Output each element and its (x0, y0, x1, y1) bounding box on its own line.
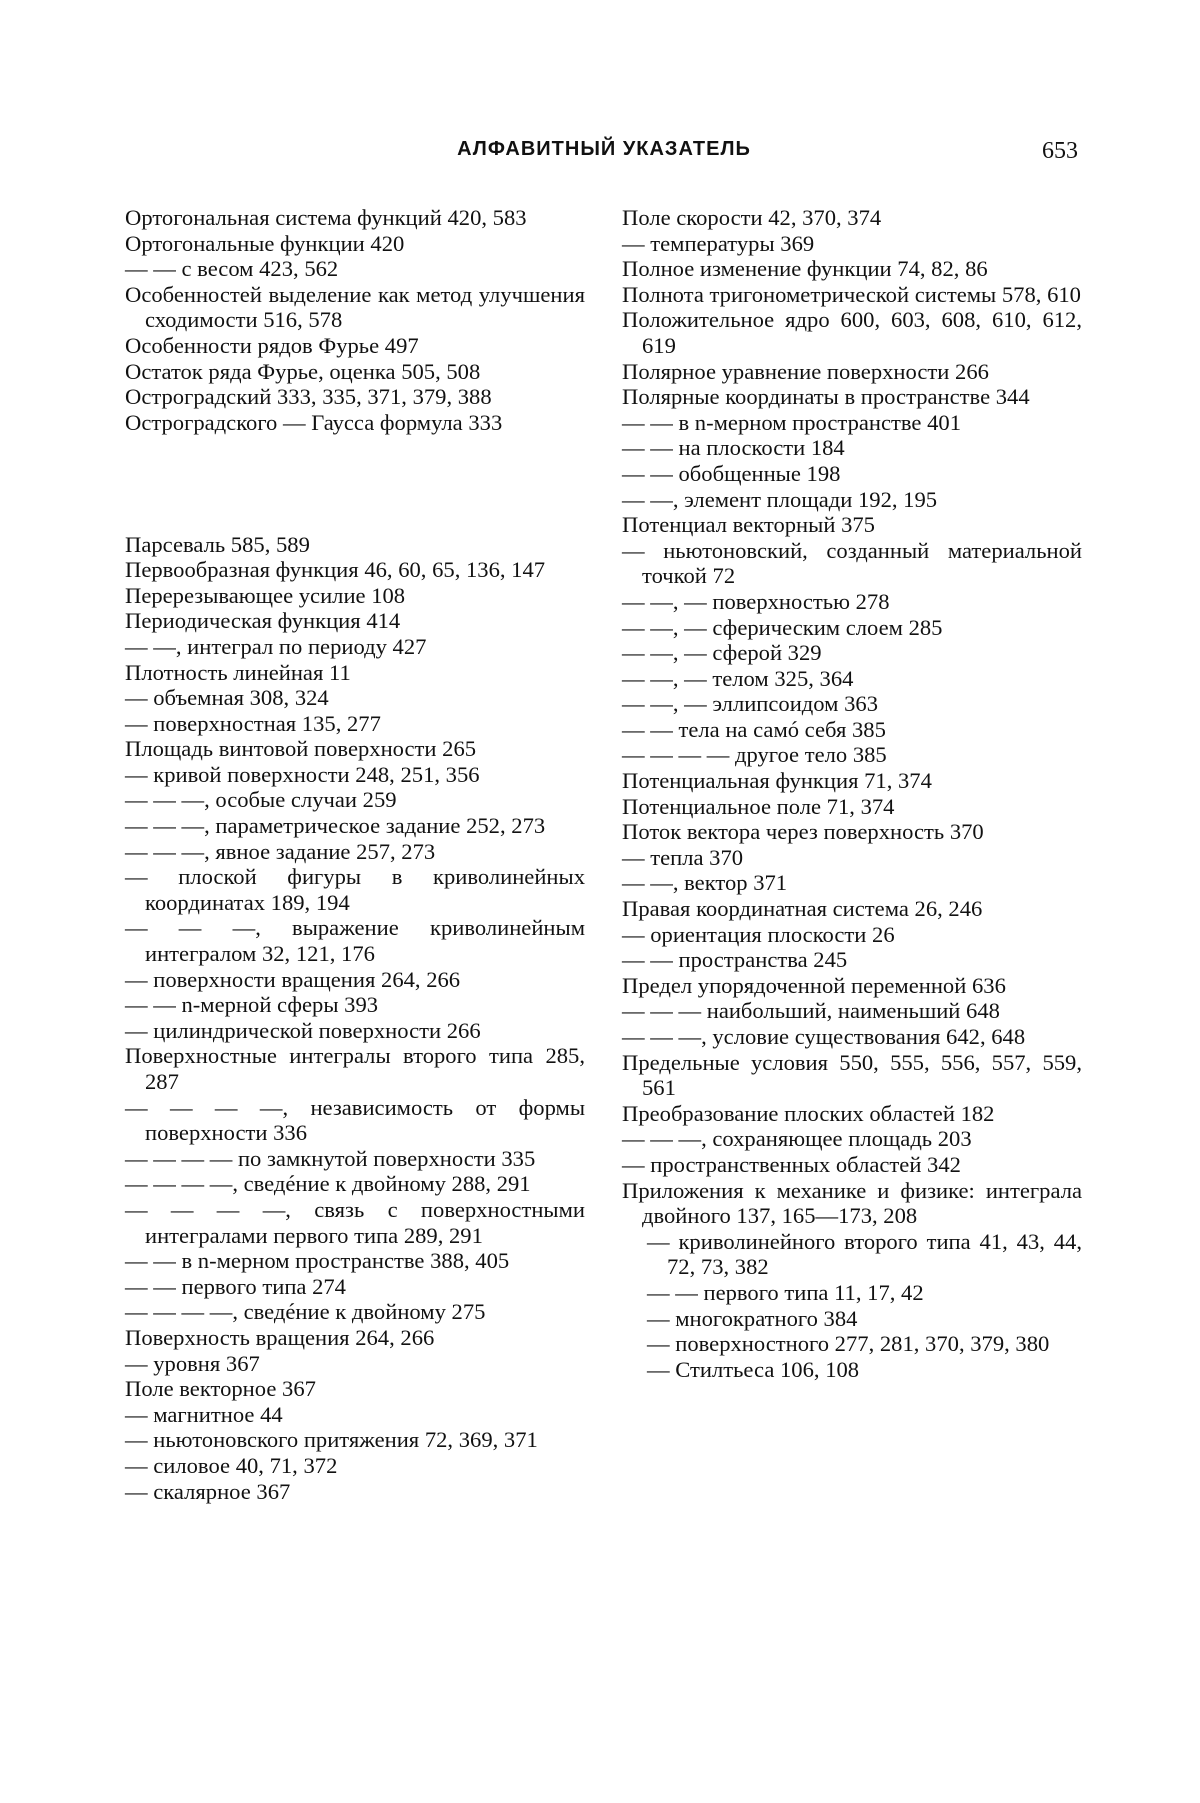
section-gap (125, 458, 585, 509)
index-entry: Предел упорядоченной переменной 636 (622, 973, 1082, 999)
index-entry: Поле векторное 367 (125, 1376, 585, 1402)
index-entry: — кривой поверхности 248, 251, 356 (125, 762, 585, 788)
index-entry: — — в n-мерном пространстве 401 (622, 410, 1082, 436)
index-entry: — поверхностная 135, 277 (125, 711, 585, 737)
index-entry: — — — — по замкнутой поверхности 335 (125, 1146, 585, 1172)
index-entry: — криволинейного второго типа 41, 43, 44, 72, 73, 382 (622, 1229, 1082, 1280)
book-page (0, 0, 1200, 1803)
page-number: 653 (1042, 138, 1078, 165)
index-entry: — — на плоскости 184 (622, 435, 1082, 461)
page-header (130, 138, 1078, 178)
index-entry: Первообразная функция 46, 60, 65, 136, 147 (125, 557, 585, 583)
index-entry: Поток вектора через поверхность 370 (622, 819, 1082, 845)
index-entry: Плотность линейная 11 (125, 660, 585, 686)
index-entry: — плоской фигуры в криволинейных координатах 189, 194 (125, 864, 585, 915)
index-entry: — — обобщенные 198 (622, 461, 1082, 487)
index-entry: — —, — телом 325, 364 (622, 666, 1082, 692)
index-entry: — Стилтьеса 106, 108 (622, 1357, 1082, 1383)
index-entry: Предельные условия 550, 555, 556, 557, 559, 561 (622, 1050, 1082, 1101)
running-head-title: АЛФАВИТНЫЙ УКАЗАТЕЛЬ (130, 138, 1078, 161)
index-entry: — — — —, связь с поверхностными интегралами первого типа 289, 291 (125, 1197, 585, 1248)
index-entry: — —, вектор 371 (622, 870, 1082, 896)
index-entry: Ортогональная система функций 420, 583 (125, 205, 585, 231)
index-entry: Полнота тригонометрической системы 578, 610 (622, 282, 1082, 308)
index-entry: — магнитное 44 (125, 1402, 585, 1428)
index-entry: — —, — сферой 329 (622, 640, 1082, 666)
index-entry: — объемная 308, 324 (125, 685, 585, 711)
index-entry: — — тела на самó себя 385 (622, 717, 1082, 743)
index-entry: Полярное уравнение поверхности 266 (622, 359, 1082, 385)
index-entry: — многократного 384 (622, 1306, 1082, 1332)
index-entry: — — —, сохраняющее площадь 203 (622, 1126, 1082, 1152)
index-entry: — температуры 369 (622, 231, 1082, 257)
index-entry: — — n-мерной сферы 393 (125, 992, 585, 1018)
index-entry: Правая координатная система 26, 246 (622, 896, 1082, 922)
index-entry: Парсеваль 585, 589 (125, 532, 585, 558)
index-entry: — — —, особые случаи 259 (125, 787, 585, 813)
index-entry: — —, — эллипсоидом 363 (622, 691, 1082, 717)
index-entry: Остроградского — Гаусса формула 333 (125, 410, 585, 436)
index-entry: Остроградский 333, 335, 371, 379, 388 (125, 384, 585, 410)
index-entry: — пространственных областей 342 (622, 1152, 1082, 1178)
index-entry: Площадь винтовой поверхности 265 (125, 736, 585, 762)
index-entry: — — — —, сведéние к двойному 288, 291 (125, 1171, 585, 1197)
index-entry: — —, — сферическим слоем 285 (622, 615, 1082, 641)
index-entry: Приложения к механике и физике: интеграла двойного 137, 165—173, 208 (622, 1178, 1082, 1229)
index-entry: — — — — другое тело 385 (622, 742, 1082, 768)
index-entry: — цилиндрической поверхности 266 (125, 1018, 585, 1044)
index-entry: — ньютоновский, созданный материальной точкой 72 (622, 538, 1082, 589)
index-entry: Перерезывающее усилие 108 (125, 583, 585, 609)
index-entry: Особенности рядов Фурье 497 (125, 333, 585, 359)
index-entry: Поле скорости 42, 370, 374 (622, 205, 1082, 231)
index-entry: Положительное ядро 600, 603, 608, 610, 612, 619 (622, 307, 1082, 358)
index-entry: — ориентация плоскости 26 (622, 922, 1082, 948)
index-entry: Полное изменение функции 74, 82, 86 (622, 256, 1082, 282)
index-entry: — — —, условие существования 642, 648 (622, 1024, 1082, 1050)
index-entry: — —, интеграл по периоду 427 (125, 634, 585, 660)
index-entry: — поверхностного 277, 281, 370, 379, 380 (622, 1331, 1082, 1357)
index-entry: — — —, явное задание 257, 273 (125, 839, 585, 865)
index-entry: — — в n-мерном пространстве 388, 405 (125, 1248, 585, 1274)
index-entry: Потенциальное поле 71, 374 (622, 794, 1082, 820)
index-entry: — тепла 370 (622, 845, 1082, 871)
index-entry: — поверхности вращения 264, 266 (125, 967, 585, 993)
index-entry: Потенциальная функция 71, 374 (622, 768, 1082, 794)
index-entry: — силовое 40, 71, 372 (125, 1453, 585, 1479)
index-column-right (622, 205, 1082, 1382)
index-entry: — скалярное 367 (125, 1479, 585, 1505)
index-entry: — — — —, сведéние к двойному 275 (125, 1299, 585, 1325)
index-column-left (125, 205, 585, 1504)
index-entry: — — с весом 423, 562 (125, 256, 585, 282)
index-entry: — — —, параметрическое задание 252, 273 (125, 813, 585, 839)
index-entry: — —, элемент площади 192, 195 (622, 487, 1082, 513)
index-entry: — — пространства 245 (622, 947, 1082, 973)
index-entry: Полярные координаты в пространстве 344 (622, 384, 1082, 410)
index-entry: Поверхностные интегралы второго типа 285, 287 (125, 1043, 585, 1094)
index-entry: — — — —, независимость от формы поверхности 336 (125, 1095, 585, 1146)
index-entry: — — —, выражение криволинейным интегралом 32, 121, 176 (125, 915, 585, 966)
index-entry: — —, — поверхностью 278 (622, 589, 1082, 615)
index-entry: — — — наибольший, наименьший 648 (622, 998, 1082, 1024)
index-entry: Поверхность вращения 264, 266 (125, 1325, 585, 1351)
index-entry: Потенциал векторный 375 (622, 512, 1082, 538)
index-entry: — ньютоновского притяжения 72, 369, 371 (125, 1427, 585, 1453)
index-entry: Периодическая функция 414 (125, 608, 585, 634)
index-entry: — — первого типа 274 (125, 1274, 585, 1300)
index-entry: Ортогональные функции 420 (125, 231, 585, 257)
index-entry: Преобразование плоских областей 182 (622, 1101, 1082, 1127)
index-entry: — — первого типа 11, 17, 42 (622, 1280, 1082, 1306)
index-entry: Остаток ряда Фурье, оценка 505, 508 (125, 359, 585, 385)
index-entry: — уровня 367 (125, 1351, 585, 1377)
index-entry: Особенностей выделение как метод улучшения сходимости 516, 578 (125, 282, 585, 333)
